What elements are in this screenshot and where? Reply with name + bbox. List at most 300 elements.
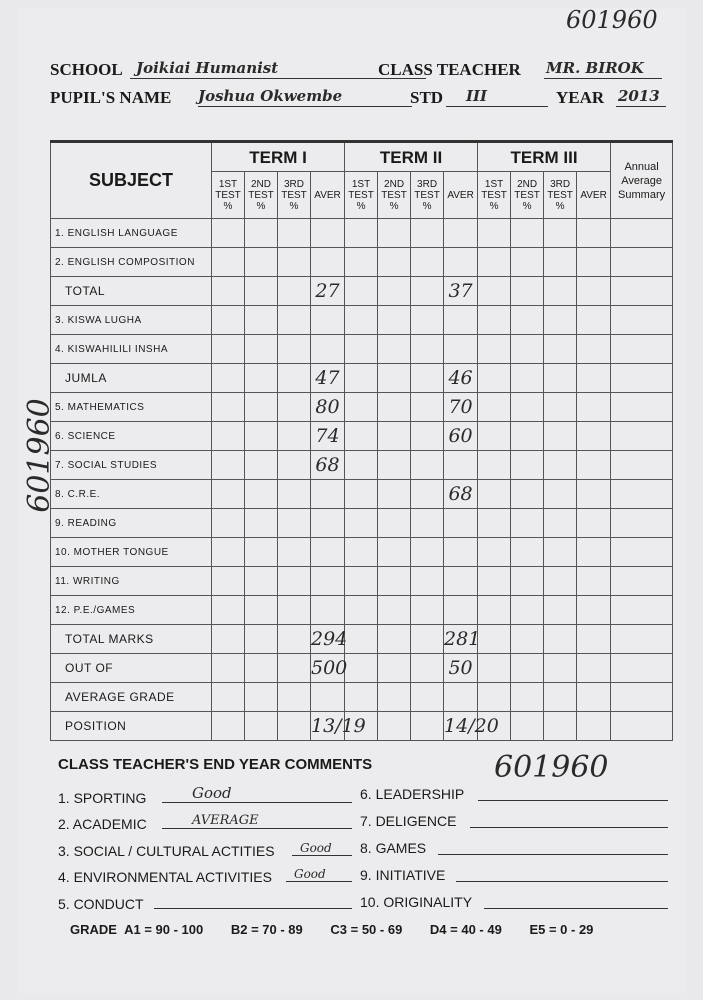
term-2-average-cell [444,625,481,654]
term-2-average-cell [444,335,478,364]
empty-score-cell [411,596,444,625]
empty-score-cell [411,335,444,364]
empty-score-cell [611,654,673,683]
empty-score-cell [577,306,611,335]
empty-score-cell [345,364,378,393]
subject-label: 5. MATHEMATICS [51,393,212,422]
table-row [51,538,673,567]
empty-score-cell [478,364,511,393]
empty-score-cell [245,248,278,277]
comment-academic-field [162,812,352,829]
empty-score-cell [478,451,511,480]
empty-score-cell [378,538,411,567]
table-row [51,625,673,654]
term-1-average-cell [311,480,345,509]
empty-score-cell [245,422,278,451]
empty-score-cell [278,567,311,596]
term-1-subcol-3: 3RD TEST % [278,172,311,219]
empty-score-cell [345,248,378,277]
empty-score-cell [478,306,511,335]
empty-score-cell [611,306,673,335]
empty-score-cell [345,480,378,509]
empty-score-cell [245,480,278,509]
term-1-average-value: 27 [315,280,340,302]
empty-score-cell [245,451,278,480]
empty-score-cell [577,625,611,654]
empty-score-cell [544,277,577,306]
marks-table [50,140,673,741]
empty-score-cell [411,480,444,509]
comment-originality-field [484,892,668,909]
term-2-average-cell [444,393,478,422]
table-row [51,393,673,422]
term-2-average-cell [444,596,478,625]
empty-score-cell [345,567,378,596]
empty-score-cell [411,306,444,335]
empty-score-cell [411,538,444,567]
empty-score-cell [511,538,544,567]
empty-score-cell [577,335,611,364]
empty-score-cell [212,509,245,538]
term-1-average-value: 74 [315,425,340,447]
term-3-subcol-1: 1ST TEST % [478,172,511,219]
class-teacher-label: CLASS TEACHER [378,60,521,79]
empty-score-cell [544,364,577,393]
empty-score-cell [212,451,245,480]
empty-score-cell [345,509,378,538]
empty-score-cell [245,277,278,306]
term-1-average-cell [311,712,366,741]
empty-score-cell [478,538,511,567]
empty-score-cell [411,683,444,712]
empty-score-cell [411,364,444,393]
empty-score-cell [378,683,411,712]
term-1-average-value: 68 [315,454,340,476]
term-1-subcol-1: 1ST TEST % [212,172,245,219]
empty-score-cell [411,712,444,741]
empty-score-cell [278,393,311,422]
empty-score-cell [577,654,611,683]
comment-deligence-field [470,811,668,828]
empty-score-cell [278,654,311,683]
term-1-average-value: 47 [315,367,340,389]
empty-score-cell [278,509,311,538]
empty-score-cell [611,596,673,625]
empty-score-cell [478,683,511,712]
empty-score-cell [378,625,411,654]
comment-originality-label: 10. ORIGINALITY [360,894,473,910]
subject-label: TOTAL [51,277,212,306]
empty-score-cell [544,625,577,654]
term-2-subcol-1: 1ST TEST % [345,172,378,219]
school-value: Joikiai Humanist [136,59,279,77]
term-2-average-cell [444,277,478,306]
grade-a1: A1 = 90 - 100 [124,922,204,937]
empty-score-cell [245,712,278,741]
term-2-average-cell [444,248,478,277]
table-row [51,509,673,538]
grade-d4: D4 = 40 - 49 [429,922,502,937]
comment-initiative-label: 9. INITIATIVE [360,867,446,883]
empty-score-cell [611,422,673,451]
empty-score-cell [212,364,245,393]
term-3-subcol-2: 2ND TEST % [511,172,544,219]
empty-score-cell [378,422,411,451]
comment-social-field [292,839,352,856]
empty-score-cell [245,654,278,683]
empty-score-cell [611,393,673,422]
empty-score-cell [345,654,378,683]
term-1-average-cell [311,509,345,538]
empty-score-cell [544,509,577,538]
empty-score-cell [212,306,245,335]
empty-score-cell [411,219,444,248]
empty-score-cell [544,596,577,625]
empty-score-cell [345,219,378,248]
empty-score-cell [245,393,278,422]
empty-score-cell [577,219,611,248]
empty-score-cell [245,509,278,538]
empty-score-cell [345,277,378,306]
term-2-average-value: 37 [448,280,473,302]
empty-score-cell [611,364,673,393]
subject-label: 7. SOCIAL STUDIES [51,451,212,480]
empty-score-cell [544,422,577,451]
empty-score-cell [212,683,245,712]
empty-score-cell [577,567,611,596]
term-2-average-cell [444,509,478,538]
empty-score-cell [345,538,378,567]
comment-environmental-value: Good [294,867,326,881]
comment-sporting-value: Good [192,784,232,802]
empty-score-cell [544,567,577,596]
table-row [51,712,673,741]
comment-leadership-field [478,784,668,801]
empty-score-cell [611,277,673,306]
subject-label: 2. ENGLISH COMPOSITION [51,248,212,277]
empty-score-cell [511,712,544,741]
empty-score-cell [245,625,278,654]
term-1-average-cell [311,277,345,306]
empty-score-cell [611,712,673,741]
empty-score-cell [278,306,311,335]
empty-score-cell [378,567,411,596]
annual-summary-header: Annual Average Summary [611,142,673,219]
term-3-header: TERM III [478,142,611,172]
empty-score-cell [544,393,577,422]
term-1-average-cell [311,364,345,393]
table-row [51,248,673,277]
empty-score-cell [245,335,278,364]
empty-score-cell [278,335,311,364]
school-label: SCHOOL [50,60,123,79]
table-row [51,480,673,509]
comments-title: CLASS TEACHER'S END YEAR COMMENTS [58,756,373,773]
empty-score-cell [544,538,577,567]
term-2-average-cell [444,567,478,596]
empty-score-cell [345,596,378,625]
term-1-average-cell [311,451,345,480]
term-2-average-cell [444,306,478,335]
table-row [51,683,673,712]
empty-score-cell [245,364,278,393]
table-row [51,654,673,683]
empty-score-cell [278,248,311,277]
side-reference-number: 601960 [21,398,57,513]
empty-score-cell [577,538,611,567]
empty-score-cell [345,683,378,712]
empty-score-cell [478,654,511,683]
subject-label: 1. ENGLISH LANGUAGE [51,219,212,248]
empty-score-cell [544,480,577,509]
empty-score-cell [511,306,544,335]
empty-score-cell [212,567,245,596]
empty-score-cell [511,364,544,393]
empty-score-cell [577,277,611,306]
empty-score-cell [378,596,411,625]
table-row [51,451,673,480]
empty-score-cell [278,422,311,451]
empty-score-cell [378,364,411,393]
term-2-average-value: 70 [448,396,473,418]
term-2-average-value: 46 [448,367,473,389]
empty-score-cell [378,480,411,509]
empty-score-cell [478,712,511,741]
empty-score-cell [411,422,444,451]
empty-score-cell [511,451,544,480]
term-1-average-cell [311,596,345,625]
empty-score-cell [345,712,378,741]
term-2-average-value: 281 [444,628,481,650]
empty-score-cell [544,335,577,364]
empty-score-cell [212,538,245,567]
empty-score-cell [245,306,278,335]
empty-score-cell [378,219,411,248]
term-2-average-cell [444,538,478,567]
empty-score-cell [511,625,544,654]
empty-score-cell [478,335,511,364]
empty-score-cell [511,480,544,509]
comment-academic-value: AVERAGE [192,813,259,828]
empty-score-cell [212,422,245,451]
empty-score-cell [212,480,245,509]
empty-score-cell [611,480,673,509]
empty-score-cell [511,277,544,306]
comment-games-field [438,838,668,855]
empty-score-cell [577,509,611,538]
empty-score-cell [278,451,311,480]
empty-score-cell [611,538,673,567]
empty-score-cell [411,654,444,683]
term-2-average-value: 14/20 [444,715,499,737]
empty-score-cell [577,480,611,509]
empty-score-cell [411,277,444,306]
subject-label: 4. KISWAHILILI INSHA [51,335,212,364]
empty-score-cell [411,625,444,654]
term-2-average-cell [444,364,478,393]
grade-b2: B2 = 70 - 89 [230,922,303,937]
term-1-average-cell [311,683,345,712]
subject-label: 9. READING [51,509,212,538]
term-2-average-cell [444,683,478,712]
empty-score-cell [212,596,245,625]
term-1-average-cell [311,538,345,567]
comment-deligence-label: 7. DELIGENCE [360,813,457,829]
comment-initiative-field [456,865,668,882]
subject-label: OUT OF [51,654,212,683]
comment-environmental-label: 4. ENVIRONMENTAL ACTIVITIES [58,869,272,885]
term-1-average-cell [311,422,345,451]
empty-score-cell [245,596,278,625]
term-1-average-value: 80 [315,396,340,418]
grade-e5: E5 = 0 - 29 [529,922,594,937]
term-1-subcol-4: AVER [311,172,345,219]
term-2-average-cell [444,451,478,480]
empty-score-cell [544,712,577,741]
term-1-average-cell [311,567,345,596]
subject-label: 6. SCIENCE [51,422,212,451]
term-2-header: TERM II [345,142,478,172]
term-1-average-cell [311,219,345,248]
empty-score-cell [378,248,411,277]
empty-score-cell [478,509,511,538]
term-1-subcol-2: 2ND TEST % [245,172,278,219]
comment-sporting-field [162,786,352,803]
top-reference-number: 601960 [566,6,658,34]
term-2-average-value: 68 [448,483,473,505]
term-2-subcol-3: 3RD TEST % [411,172,444,219]
empty-score-cell [478,393,511,422]
empty-score-cell [511,335,544,364]
subject-label: 10. MOTHER TONGUE [51,538,212,567]
comment-sporting-label: 1. SPORTING [58,790,147,806]
empty-score-cell [611,451,673,480]
term-2-average-cell [444,480,478,509]
empty-score-cell [577,596,611,625]
empty-score-cell [611,683,673,712]
empty-score-cell [611,219,673,248]
empty-score-cell [511,596,544,625]
table-row [51,567,673,596]
empty-score-cell [577,248,611,277]
empty-score-cell [378,393,411,422]
term-2-average-value: 50 [448,657,473,679]
empty-score-cell [478,567,511,596]
empty-score-cell [378,654,411,683]
empty-score-cell [511,219,544,248]
table-row [51,422,673,451]
empty-score-cell [278,480,311,509]
term-3-subcol-3: 3RD TEST % [544,172,577,219]
comment-conduct-field [154,892,352,909]
comment-conduct-label: 5. CONDUCT [58,896,144,912]
subject-label: AVERAGE GRADE [51,683,212,712]
empty-score-cell [212,712,245,741]
empty-score-cell [212,248,245,277]
term-2-subcol-2: 2ND TEST % [378,172,411,219]
empty-score-cell [411,451,444,480]
empty-score-cell [577,393,611,422]
empty-score-cell [478,219,511,248]
empty-score-cell [511,422,544,451]
empty-score-cell [577,422,611,451]
term-2-average-cell [444,422,478,451]
table-row [51,306,673,335]
term-2-average-cell [444,654,478,683]
empty-score-cell [245,683,278,712]
empty-score-cell [511,509,544,538]
empty-score-cell [577,683,611,712]
empty-score-cell [478,596,511,625]
comment-games-label: 8. GAMES [360,840,427,856]
pupil-name-field [198,88,412,107]
grade-label: GRADE [70,922,117,937]
empty-score-cell [378,712,411,741]
class-teacher-field [544,60,662,79]
empty-score-cell [544,248,577,277]
class-teacher-value: MR. BIROK [546,59,644,77]
empty-score-cell [278,683,311,712]
empty-score-cell [478,480,511,509]
empty-score-cell [278,219,311,248]
empty-score-cell [544,451,577,480]
term-1-header: TERM I [212,142,345,172]
empty-score-cell [278,364,311,393]
empty-score-cell [378,335,411,364]
std-value: III [466,87,488,105]
empty-score-cell [212,335,245,364]
empty-score-cell [245,538,278,567]
comment-academic-label: 2. ACADEMIC [58,816,147,832]
empty-score-cell [278,625,311,654]
term-1-average-cell [311,625,348,654]
empty-score-cell [511,393,544,422]
grade-c3: C3 = 50 - 69 [330,922,403,937]
table-row [51,364,673,393]
empty-score-cell [611,335,673,364]
subject-header: SUBJECT [51,142,212,219]
empty-score-cell [411,393,444,422]
empty-score-cell [345,306,378,335]
empty-score-cell [577,451,611,480]
year-field [616,88,666,107]
comment-social-label: 3. SOCIAL / CULTURAL ACTITIES [58,843,275,859]
empty-score-cell [245,567,278,596]
term-1-average-value: 13/19 [311,715,366,737]
subject-label: 3. KISWA LUGHA [51,306,212,335]
empty-score-cell [345,393,378,422]
empty-score-cell [611,567,673,596]
empty-score-cell [544,219,577,248]
comments-reference-number: 601960 [494,750,609,785]
term-1-average-cell [311,248,345,277]
empty-score-cell [611,509,673,538]
empty-score-cell [511,567,544,596]
empty-score-cell [411,509,444,538]
empty-score-cell [345,335,378,364]
subject-label: TOTAL MARKS [51,625,212,654]
term-1-average-cell [311,393,345,422]
term-1-average-cell [311,335,345,364]
empty-score-cell [212,277,245,306]
term-2-average-cell [444,712,499,741]
empty-score-cell [378,306,411,335]
empty-score-cell [577,712,611,741]
empty-score-cell [544,306,577,335]
empty-score-cell [411,567,444,596]
table-row [51,596,673,625]
empty-score-cell [278,712,311,741]
